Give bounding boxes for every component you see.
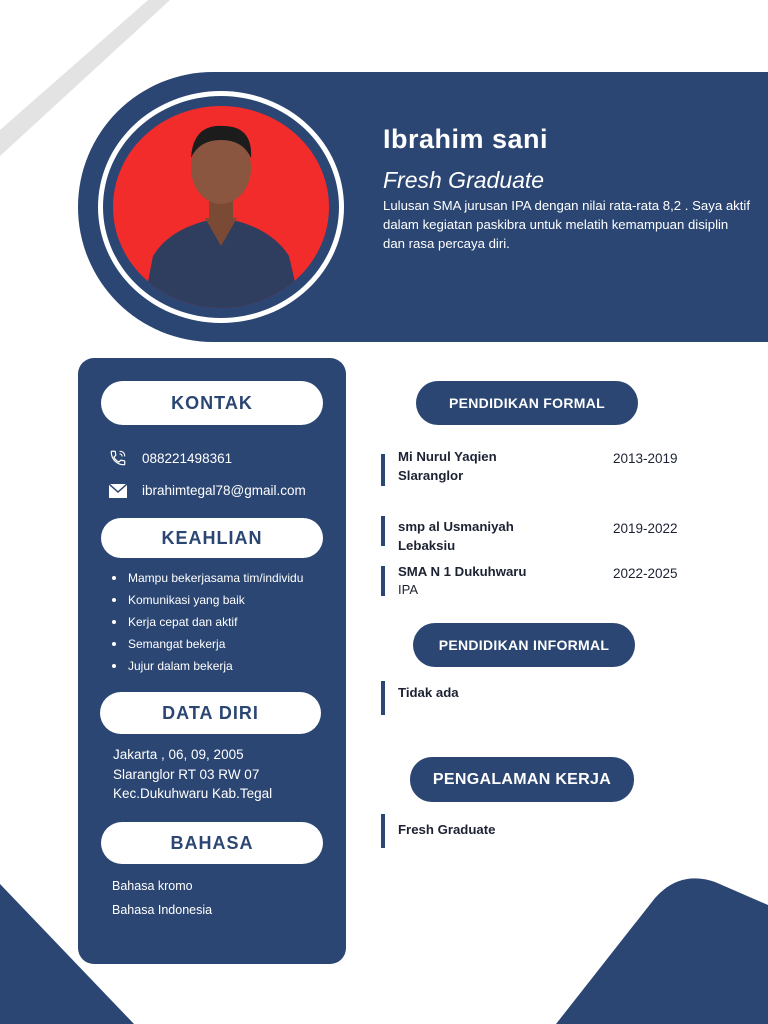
education-years: 2019-2022 [613,521,678,536]
education-place: Lebaksiu [398,538,456,553]
profile-role: Fresh Graduate [383,167,545,193]
education-years: 2022-2025 [613,566,678,581]
education-years: 2013-2019 [613,451,678,466]
informal-education-entry: Tidak ada [398,685,459,700]
skill-item: Kerja cepat dan aktif [112,611,303,633]
phone-row [108,449,232,467]
education-school: Mi Nurul Yaqien [398,449,497,464]
informal-education-heading: PENDIDIKAN INFORMAL [413,623,635,667]
phone-icon [108,449,128,467]
education-major: IPA [398,582,418,597]
birth-info: Jakarta , 06, 09, 2005 [113,747,244,762]
person-silhouette-icon [113,106,329,308]
skill-item: Jujur dalam bekerja [112,655,303,677]
work-experience-entry: Fresh Graduate [398,822,496,837]
informal-education-marker [381,681,385,715]
skills-list [112,567,303,677]
address-line-1: Slaranglor RT 03 RW 07 [113,766,260,782]
profile-summary: Lulusan SMA jurusan IPA dengan nilai rata-rata 8,2 . Saya aktif dalam kegiatan paskibra untuk melatih kemampuan disiplin dan rasa percaya diri. [383,198,751,251]
profile-name: Ibrahim sani [383,124,549,154]
language-heading: BAHASA [101,822,323,864]
email-address: ibrahimtegal78@gmail.com [142,483,306,498]
work-experience-heading: PENGALAMAN KERJA [410,757,634,802]
bottom-right-shape [556,878,768,1024]
language-item: Bahasa kromo [112,879,193,893]
email-row [108,483,306,498]
skill-item: Komunikasi yang baik [112,589,303,611]
education-school: SMA N 1 Dukuhwaru [398,564,527,579]
education-marker [381,516,385,546]
formal-education-heading: PENDIDIKAN FORMAL [416,381,638,425]
education-place: Slaranglor [398,468,464,483]
skill-item: Mampu bekerjasama tim/individu [112,567,303,589]
profile-photo-frame [98,91,344,323]
profile-photo [113,106,329,308]
address-line-2: Kec.Dukuhwaru Kab.Tegal [113,786,273,801]
skill-item: Semangat bekerja [112,633,303,655]
phone-number: 088221498361 [142,450,233,466]
skills-heading: KEAHLIAN [101,518,323,558]
contact-heading: KONTAK [101,381,323,425]
education-school: smp al Usmaniyah [398,519,514,534]
education-marker [381,566,385,596]
personal-data-heading: DATA DIRI [100,692,321,734]
work-experience-marker [381,814,385,848]
envelope-icon [108,484,128,498]
personal-data-block [113,745,272,804]
language-item: Bahasa Indonesia [112,903,213,917]
education-marker [381,454,385,486]
